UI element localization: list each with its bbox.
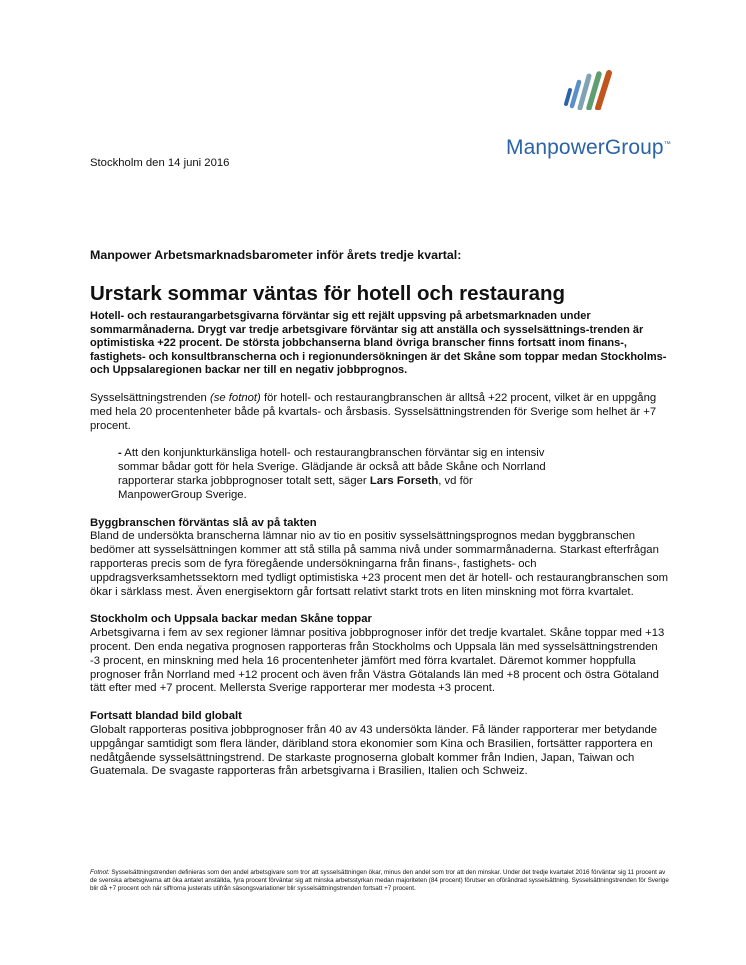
page-title: Urstark sommar väntas för hotell och restaurang bbox=[90, 282, 566, 305]
quote-paragraph: - Att den konjunkturkänsliga hotell- och restaurangbranschen förväntar sig en intensiv sommar bådar gott för hela Sverige. Glädjande är också att både Skåne och Norrland rapporterar starka jobbprognoser totalt sett, säger Lars Forseth, vd för ManpowerGroup Sverige. bbox=[118, 447, 546, 501]
intro-paragraph: Sysselsättningstrenden (se fotnot) för hotell- och restaurangbranschen är alltså +22 procent, vilket är en uppgång med hela 20 procentenheter både på kvartals- och årsbasis. Sysselsättningstrenden för Sverige som helhet är +7 procent. bbox=[90, 391, 657, 432]
section-body-regions: Arbetsgivarna i fem av sex regioner lämnar positiva jobbprognoser inför det tredje kvartalet. Skåne toppar med +13 procent. Den enda negativa prognosen rapporteras från Stockholms och Uppsala län med sysselsättningstrenden -3 procent, en minskning med hela 16 procentenheter jämfört med förra kvartalet. Däremot kommer hoppfulla prognoser från Norrland med +12 procent och även från Västra Götalands län med +8 procent och östra Götaland tätt efter med +7 procent. Mellersta Sverige rapporterar mer modesta +3 procent. bbox=[90, 627, 665, 695]
logo-stripe-2 bbox=[572, 82, 579, 106]
section-body-construction: Bland de undersökta branscherna lämnar nio av tio en positiv sysselsättningsprognos medan byggbranschen bedömer att sysselsättningen kommer att stå stilla på samma nivå under sommarmånaderna. Starkast efterfrågan rapporteras precis som de fyra föregående undersökningarna från finans-, fastighets- och uppdragsverksamhetssektorn med tydligt optimistiska +23 procent men det är hotell- och restaurangbranschen som ökar i särklass mest. Även energisektorn går fortsatt relativt starkt trots en liten minskning mot förra kvartalet. bbox=[90, 530, 669, 598]
section-body-global: Globalt rapporteras positiva jobbprognoser från 40 av 43 undersökta länder. Få länder rapporterar mer betydande uppgångar samtidigt som flera länder, däribland stora ekonomier som Kina och Brasilien, fortsätter rapportera en nedåtgående sysselsättningstrend. De starkaste prognoserna globalt kommer från Indien, Japan, Taiwan och Guatemala. De svagaste rapporteras från arbetsgivarna i Brasilien, Italien och Schweiz. bbox=[90, 723, 658, 778]
footnote: Fotnot: Sysselsättningstrenden definieras som den andel arbetsgivare som tror att sysselsättningen ökar, minus den andel som tror att den minskar. Under det tredje kvartalet 2016 förväntar sig 11 procent av de svenska arbetsgivarna att öka antalet anställda, fyra procent förväntar sig att minska arbetsstyrkan medan majoriteten (84 procent) förutser en oförändrad sysselsättning. Sysselsättningstrenden för Sverige blir då +7 procent och när siffrorna justerats utifrån säsongsvariationer blir sysselsättningstrenden fortsatt +7 procent. bbox=[90, 869, 669, 893]
quote-speaker: Lars Forseth bbox=[369, 474, 439, 487]
logo-wordmark: ManpowerGroup™ bbox=[506, 136, 671, 159]
section-heading-regions: Stockholm och Uppsala backar medan Skåne toppar bbox=[90, 613, 372, 626]
lead-paragraph: Hotell- och restaurangarbetsgivarna förväntar sig ett rejält uppsving på arbetsmarknaden under sommarmånaderna. Drygt var tredje arbetsgivare förväntar sig att anställa och sysselsättnings-trenden är optimistiska +22 procent. De största jobbchanserna bland övriga branscher finns fortsatt inom finans-, fastighets- och konsultbranscherna och i regionundersökningen är det Skåne som toppar medan Stockholms- och Uppsalaregionen backar ner till en negativ jobbprognos. bbox=[90, 310, 667, 377]
footnote-reference: (se fotnot) bbox=[209, 391, 261, 404]
footnote-label: Fotnot: bbox=[90, 869, 110, 876]
manpower-logo-mark bbox=[564, 70, 614, 110]
section-heading-global: Fortsatt blandad bild globalt bbox=[90, 710, 242, 723]
logo-stripe-1 bbox=[566, 90, 570, 104]
article-body bbox=[90, 310, 670, 779]
section-heading-construction: Byggbranschen förväntas slå av på takten bbox=[90, 516, 317, 529]
kicker: Manpower Arbetsmarknadsbarometer inför årets tredje kvartal: bbox=[90, 248, 462, 262]
dateline: Stockholm den 14 juni 2016 bbox=[90, 157, 230, 169]
